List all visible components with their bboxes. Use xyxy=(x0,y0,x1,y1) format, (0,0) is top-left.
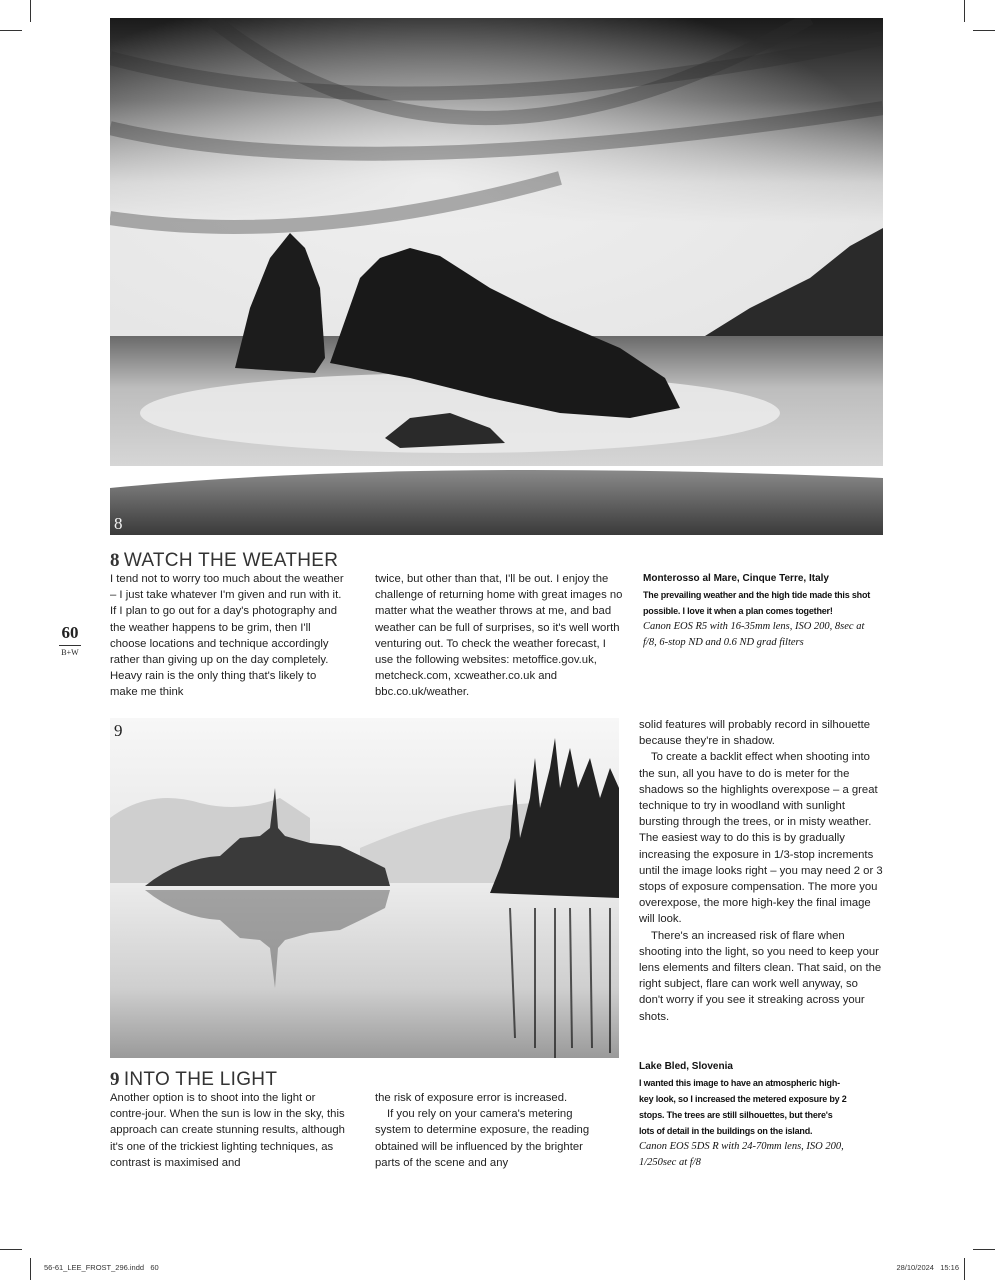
photo-caption xyxy=(639,1059,849,1171)
body-column xyxy=(375,1090,607,1171)
crop-mark xyxy=(30,1258,31,1280)
section-heading xyxy=(110,1069,277,1091)
body-column xyxy=(110,1090,346,1171)
page-number: 60 xyxy=(61,623,79,642)
paragraph: the risk of exposure error is increased. xyxy=(375,1092,568,1104)
section-number: 9 xyxy=(110,1069,120,1090)
paragraph: twice, but other than that, I'll be out. I enjoy the challenge of returning home with great images no matter what the weather throws at me, and bad weather can be full of surprises, so it's well worth venturing out. To check the weather forecast, I use the following websites: metoffice.gov.uk, metcheck.com, xcweather.co.uk and bbc.co.uk/weather. xyxy=(375,573,623,699)
crop-mark xyxy=(30,0,31,22)
crop-mark xyxy=(0,1249,22,1250)
crop-mark xyxy=(964,0,965,22)
slug-date: 28/10/2024 15:16 xyxy=(896,1263,959,1272)
figure-number: 9 xyxy=(114,721,123,740)
photo-lake-bled xyxy=(110,718,619,1058)
figure-number: 8 xyxy=(114,514,123,533)
paragraph: To create a backlit effect when shooting into the sun, all you have to do is meter for the shadows so the highlights overexpose – a great technique to try in woodland with sunlight bursting through the trees, or in misty weather. The easiest way to do this is by gradually increasing the exposure in 1/3-stop increments until the image looks right – you may need 2 or 3 stops of exposure compensation. The more you overexpose, the more high-key the final image will look. xyxy=(639,751,883,926)
caption-body: I wanted this image to have an atmospheric high-key look, so I increased the metered exposure by 2 stops. The trees are still silhouettes, but there's lots of detail in the buildings on the island. xyxy=(639,1078,847,1136)
section-title: INTO THE LIGHT xyxy=(123,1069,278,1090)
slug-filename: 56-61_LEE_FROST_296.indd 60 xyxy=(44,1263,159,1272)
folio-rule xyxy=(59,645,81,646)
crop-mark xyxy=(973,1249,995,1250)
paragraph: I tend not to worry too much about the weather – I just take whatever I'm given and run with it. If I plan to go out for a day's photography and the weather happens to be grim, then I'll choose locations and technique accordingly rather than giving up on the day completely. Heavy rain is the only thing that's likely to make me think xyxy=(110,573,344,699)
paragraph: There's an increased risk of flare when shooting into the light, so you need to keep your lens elements and filters clean. That said, on the right subject, flare can work well anyway, so don't worry if you see it streaking across your shots. xyxy=(639,929,882,1023)
section-title: WATCH THE WEATHER xyxy=(123,550,339,571)
body-column xyxy=(110,571,346,701)
paragraph: If you rely on your camera's metering system to determine exposure, the reading obtained will be influenced by the brighter parts of the scene and any xyxy=(375,1108,590,1169)
caption-tech: Canon EOS R5 with 16-35mm lens, ISO 200, 8sec at f/8, 6-stop ND and 0.6 ND grad filters xyxy=(643,621,865,648)
body-column xyxy=(639,717,885,1025)
crop-mark xyxy=(964,1258,965,1280)
crop-mark xyxy=(973,30,995,31)
section-heading xyxy=(110,550,338,572)
photo-caption xyxy=(643,571,875,651)
photo-monterosso xyxy=(110,18,883,535)
folio xyxy=(58,623,82,657)
caption-title: Lake Bled, Slovenia xyxy=(639,1061,733,1072)
body-column xyxy=(375,571,623,701)
paragraph: solid features will probably record in silhouette because they're in shadow. xyxy=(639,719,871,748)
caption-title: Monterosso al Mare, Cinque Terre, Italy xyxy=(643,573,829,584)
paragraph: Another option is to shoot into the light or contre-jour. When the sun is low in the sky, this approach can create stunning results, although it's one of the trickiest lighting techniques, as contrast is maximised and xyxy=(110,1092,345,1169)
caption-body: The prevailing weather and the high tide made this shot possible. I love it when a plan comes together! xyxy=(643,590,871,616)
crop-mark xyxy=(0,30,22,31)
caption-tech: Canon EOS 5DS R with 24-70mm lens, ISO 200, 1/250sec at f/8 xyxy=(639,1141,844,1168)
publication-mark: B+W xyxy=(61,648,79,657)
section-number: 8 xyxy=(110,550,120,571)
